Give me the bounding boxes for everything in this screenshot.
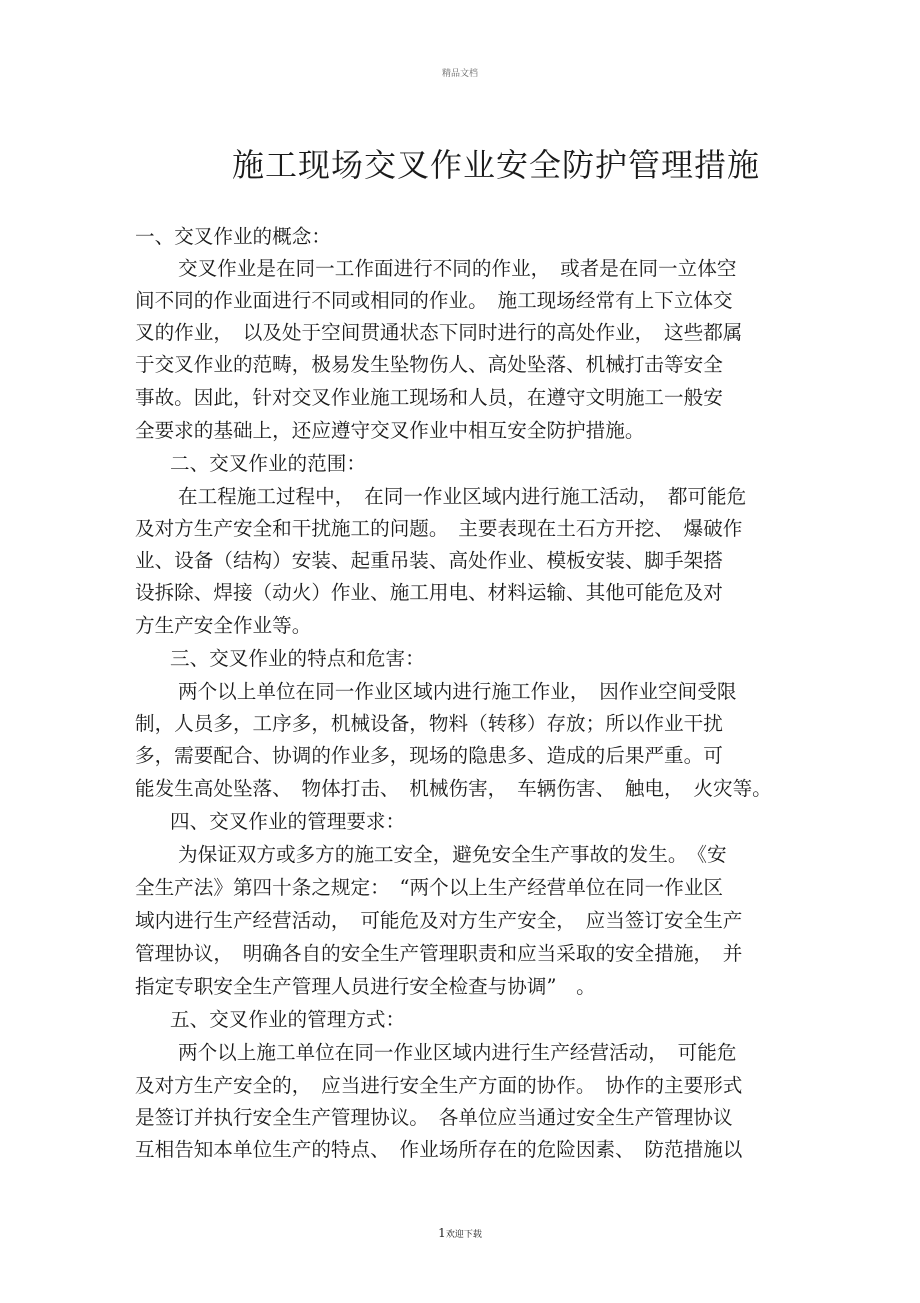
document-title: 施工现场交叉作业安全防护管理措施 bbox=[232, 146, 761, 184]
paragraph-line: 交叉作业是在同一工作面进行不同的作业， 或者是在同一立体空 bbox=[178, 257, 737, 280]
paragraph-line: 两个以上施工单位在同一作业区域内进行生产经营活动， 可能危 bbox=[178, 1041, 737, 1064]
paragraph-line: 在工程施工过程中， 在同一作业区域内进行施工活动， 都可能危 bbox=[178, 485, 747, 508]
paragraph-line: 多，需要配合、协调的作业多，现场的隐患多、造成的后果严重。可 bbox=[135, 744, 723, 767]
page-number: 1 bbox=[438, 1226, 446, 1240]
paragraph-line: 管理协议， 明确各自的安全生产管理职责和应当采取的安全措施， 并 bbox=[135, 942, 743, 965]
paragraph-line: 事故。因此，针对交叉作业施工现场和人员，在遵守文明施工一般安 bbox=[135, 386, 723, 409]
footer-text: 欢迎下载 bbox=[445, 1230, 482, 1240]
page-footer bbox=[0, 1222, 920, 1241]
section-heading-4: 四、交叉作业的管理要求： bbox=[170, 810, 406, 833]
paragraph-line: 叉的作业， 以及处于空间贯通状态下同时进行的高处作业， 这些都属 bbox=[135, 321, 743, 344]
paragraph-line: 设拆除、焊接（动火）作业、施工用电、材料运输、其他可能危及对 bbox=[135, 581, 723, 604]
paragraph-line: 全生产法》第四十条之规定： “两个以上生产经营单位在同一作业区 bbox=[135, 876, 724, 899]
header-watermark: 精品文档 bbox=[441, 69, 478, 79]
paragraph-line: 制，人员多，工序多，机械设备，物料（转移）存放；所以作业干扰 bbox=[135, 712, 723, 735]
paragraph-line: 两个以上单位在同一作业区域内进行施工作业， 因作业空间受限 bbox=[178, 680, 737, 703]
section-heading-3: 三、交叉作业的特点和危害： bbox=[170, 647, 425, 670]
paragraph-line: 及对方生产安全和干扰施工的问题。 主要表现在土石方开挖、 爆破作 bbox=[135, 517, 743, 540]
paragraph-line: 为保证双方或多方的施工安全，避免安全生产事故的发生。 《安 bbox=[178, 843, 727, 866]
paragraph-line: 方生产安全作业等。 bbox=[135, 614, 312, 637]
paragraph-line: 全要求的基础上，还应遵守交叉作业中相互安全防护措施。 bbox=[135, 419, 645, 442]
section-heading-2: 二、交叉作业的范围： bbox=[170, 452, 366, 475]
paragraph-line: 是签订并执行安全生产管理协议。 各单位应当通过安全生产管理协议 bbox=[135, 1106, 733, 1129]
paragraph-line: 互相告知本单位生产的特点、 作业场所存在的危险因素、 防范措施以 bbox=[135, 1138, 743, 1161]
paragraph-line: 能发生高处坠落、 物体打击、 机械伤害， 车辆伤害、 触电， 火灾等。 bbox=[135, 777, 772, 800]
paragraph-line: 间不同的作业面进行不同或相同的作业。 施工现场经常有上下立体交 bbox=[135, 289, 733, 312]
paragraph-line: 于交叉作业的范畴，极易发生坠物伤人、高处坠落、机械打击等安全 bbox=[135, 353, 723, 376]
paragraph-line: 域内进行生产经营活动， 可能危及对方生产安全， 应当签订安全生产 bbox=[135, 909, 743, 932]
section-heading-1: 一、交叉作业的概念： bbox=[135, 225, 331, 248]
paragraph-line: 及对方生产安全的， 应当进行安全生产方面的协作。 协作的主要形式 bbox=[135, 1074, 743, 1097]
paragraph-line: 指定专职安全生产管理人员进行安全检查与协调” 。 bbox=[135, 975, 596, 998]
paragraph-line: 业、设备（结构）安装、起重吊装、高处作业、模板安装、脚手架搭 bbox=[135, 549, 723, 572]
section-heading-5: 五、交叉作业的管理方式： bbox=[170, 1008, 406, 1031]
